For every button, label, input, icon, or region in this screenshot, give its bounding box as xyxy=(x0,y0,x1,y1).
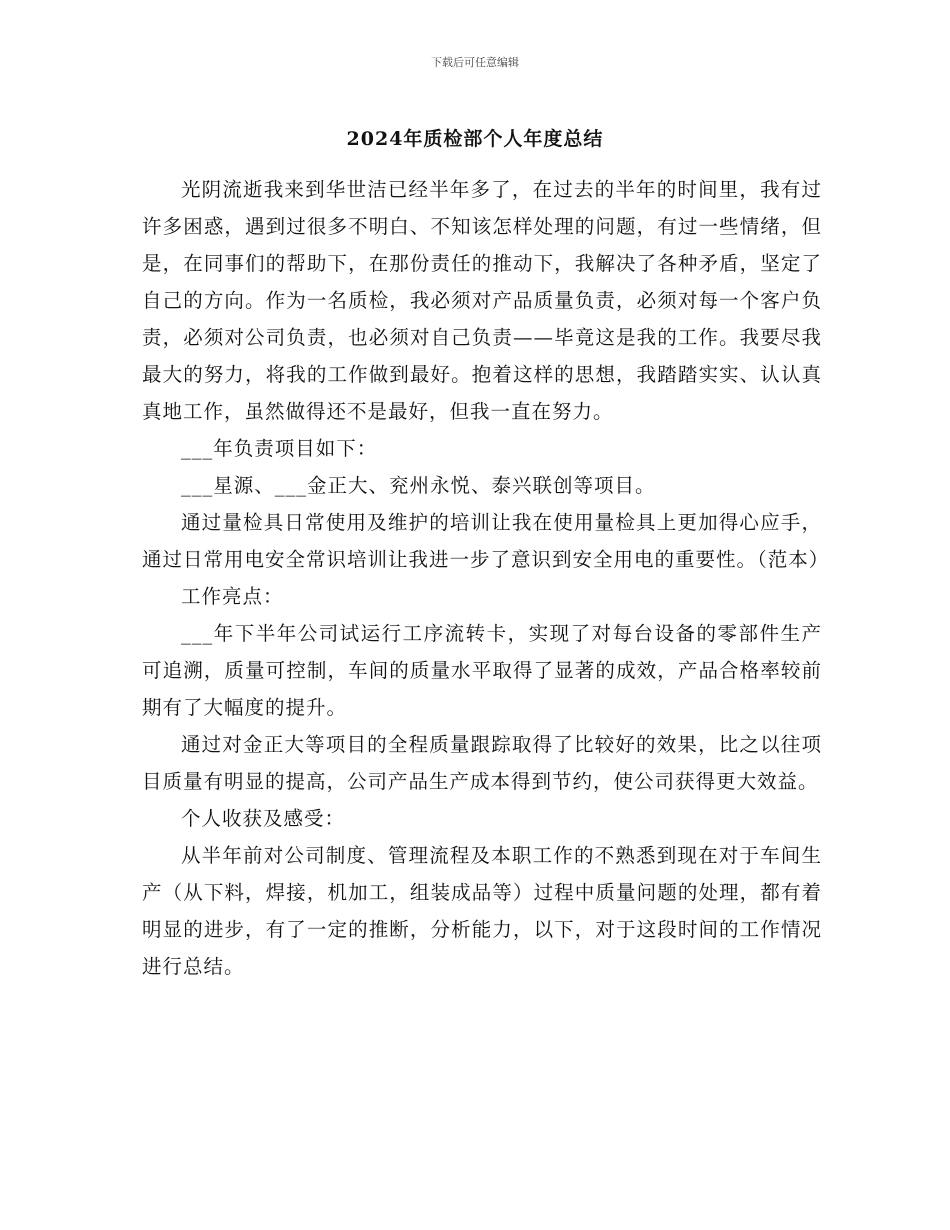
paragraph-intro: 光阴流逝我来到华世洁已经半年多了，在过去的半年的时间里，我有过许多困惑，遇到过很多不明白、不知该怎样处理的问题，有过一些情绪，但是，在同事们的帮助下，在那份责任的推动下，我解决了各种矛盾，坚定了自己的方向。作为一名质检，我必须对产品质量负责，必须对每一个客户负责，必须对公司负责，也必须对自己负责——毕竟这是我的工作。我要尽我最大的努力，将我的工作做到最好。抱着这样的思想，我踏踏实实、认认真真地工作，虽然做得还不是最好，但我一直在努力。 xyxy=(142,178,822,423)
page-title: 2024年质检部个人年度总结 xyxy=(346,128,604,150)
paragraph-gains-heading: 个人收获及感受： xyxy=(181,807,346,830)
paragraph-projects-heading: ___年负责项目如下： xyxy=(181,437,378,460)
header-note: 下载后可任意编辑 xyxy=(431,56,519,69)
paragraph-gains: 从半年前对公司制度、管理流程及本职工作的不熟悉到现在对于车间生产（从下料，焊接，机加工，组装成品等）过程中质量问题的处理，都有着明显的进步，有了一定的推断，分析能力，以下，对于这段时间的工作情况进行总结。 xyxy=(142,844,822,978)
paragraph-highlights-heading: 工作亮点： xyxy=(181,585,284,608)
paragraph-projects-list: ___星源、___金正大、兖州永悦、泰兴联创等项目。 xyxy=(181,474,656,497)
paragraph-highlight-flow-card: ___年下半年公司试运行工序流转卡，实现了对每台设备的零部件生产可追溯，质量可控制，车间的质量水平取得了显著的成效，产品合格率较前期有了大幅度的提升。 xyxy=(142,622,822,719)
paragraph-training: 通过量检具日常使用及维护的培训让我在使用量检具上更加得心应手，通过日常用电安全常识培训让我进一步了意识到安全用电的重要性。（范本） xyxy=(142,511,830,571)
paragraph-highlight-quality-tracking: 通过对金正大等项目的全程质量跟踪取得了比较好的效果，比之以往项目质量有明显的提高，公司产品生产成本得到节约，使公司获得更大效益。 xyxy=(142,733,822,793)
document-body xyxy=(142,171,830,985)
